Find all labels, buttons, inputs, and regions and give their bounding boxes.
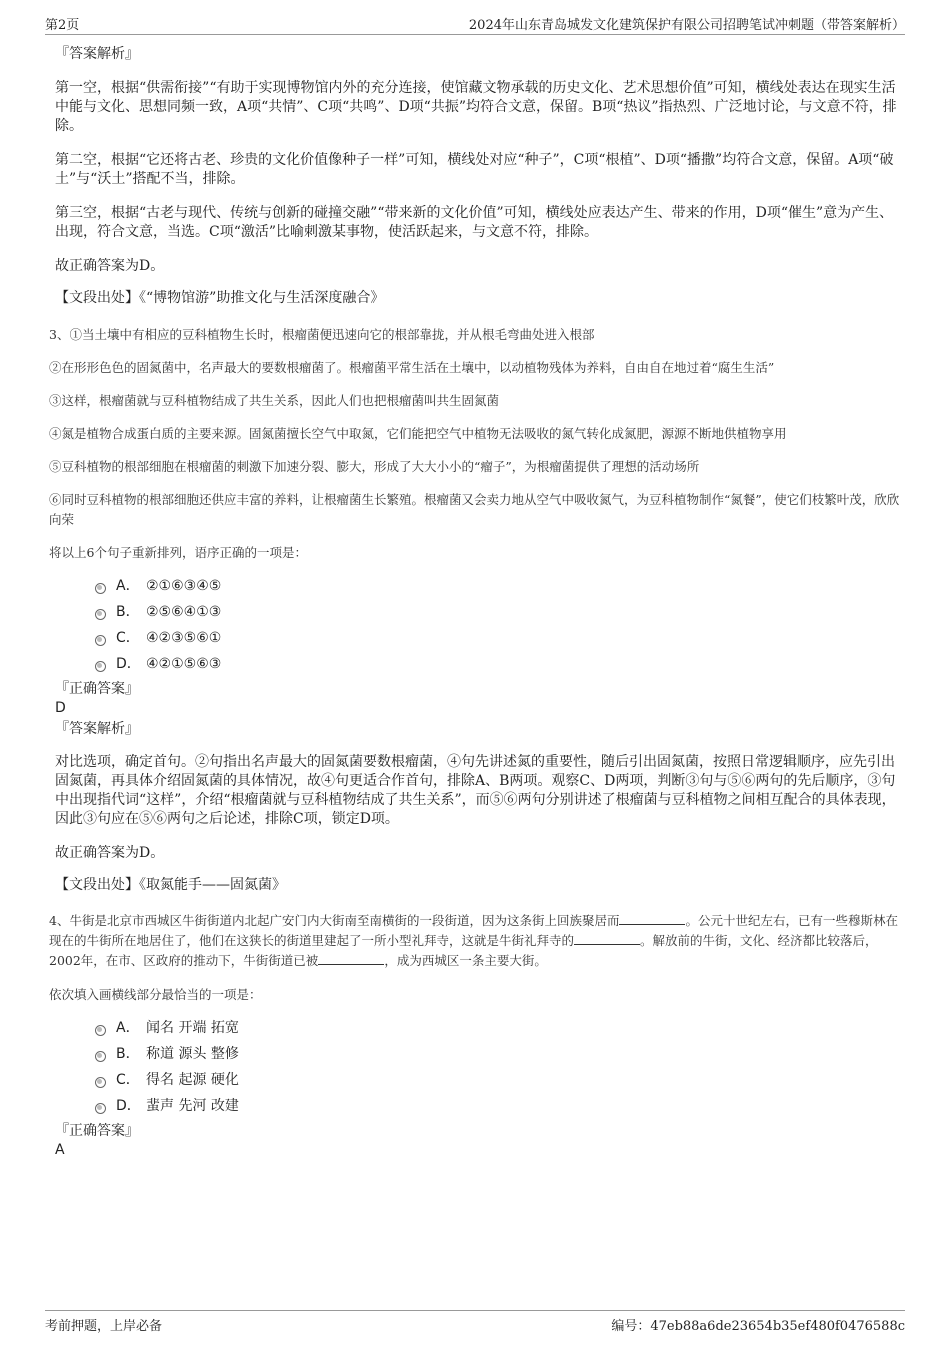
sentence-4: ④氮是植物合成蛋白质的主要来源。固氮菌擅长空气中取氮，它们能把空气中植物无法吸收的氮气转化成氮肥，源源不断地供植物享用 [49,426,787,441]
page-number: 第2页 [45,18,80,33]
stem-part-2: 。公元十世纪左右，已有一些穆斯林在现在的牛街所在地居住了，他们在这狭长的街道里建起了一所小型礼拜寺，这就是牛街礼拜寺的 [49,913,898,948]
sentence-6: ⑥同时豆科植物的根部细胞还供应丰富的养料，让根瘤菌生长繁殖。根瘤菌又会卖力地从空气中吸收氮气，为豆科植物制作“氮餐”，使它们枝繁叶茂，欣欣向荣 [49,492,900,527]
question-stem [49,911,905,971]
footer-slogan: 考前押题，上岸必备 [45,1319,163,1334]
sentence-1: 3、①当土壤中有相应的豆科植物生长时，根瘤菌便迅速向它的根部靠拢，并从根毛弯曲处进入根部 [49,327,595,342]
option-letter: C． [116,630,140,646]
option-text: 称道 源头 整修 [146,1046,239,1062]
analysis-label: 『答案解析』 [55,721,139,737]
radio-icon[interactable] [95,583,106,594]
radio-icon[interactable] [95,1103,106,1114]
question-3 [49,325,905,563]
question-prompt: 依次填入画横线部分最恰当的一项是： [49,987,262,1002]
stem-part-3: 。解放前的牛街，文化、经济都比较落后，2002年，在市、区政府的推动下，牛街街道已被 [49,933,878,968]
radio-icon[interactable] [95,635,106,646]
document-title: 2024年山东青岛城发文化建筑保护有限公司招聘笔试冲刺题（带答案解析） [468,18,905,33]
correct-answer-label: 『正确答案』 [55,1123,139,1139]
radio-icon[interactable] [95,1051,106,1062]
option-letter: D． [116,1098,141,1114]
radio-icon[interactable] [95,1025,106,1036]
option-d[interactable] [95,651,905,677]
option-text: ②①⑥③④⑤ [146,578,222,594]
radio-icon[interactable] [95,1077,106,1088]
q4-options [55,1015,905,1119]
sentence-5: ⑤豆科植物的根部细胞在根瘤菌的刺激下加速分裂、膨大，形成了大大小小的“瘤子”，为根瘤菌提供了理想的活动场所 [49,459,700,474]
option-text: ②⑤⑥④①③ [146,604,222,620]
option-c[interactable] [95,625,905,651]
conclusion: 故正确答案为D。 [55,845,165,861]
page-header [45,12,905,35]
sentence-3: ③这样，根瘤菌就与豆科植物结成了共生关系，因此人们也把根瘤菌叫共生固氮菌 [49,393,500,408]
option-text: 闻名 开端 拓宽 [146,1020,239,1036]
stem-part-1: 4、牛街是北京市西城区牛街街道内北起广安门内大街南至南横街的一段街道，因为这条街上回族聚居而 [49,913,620,928]
correct-answer: D [55,700,66,716]
option-letter: B． [116,604,140,620]
radio-icon[interactable] [95,609,106,620]
option-text: ④②③⑤⑥① [146,630,222,646]
option-letter: A． [116,578,140,594]
page-footer [45,1310,905,1335]
document-id: 编号：47eb88a6de23654b35ef480f0476588c [611,1319,905,1334]
question-prompt: 将以上6个句子重新排列，语序正确的一项是： [49,545,307,560]
q3-options [55,573,905,677]
sentence-2: ②在形形色色的固氮菌中，名声最大的要数根瘤菌了。根瘤菌平常生活在土壤中，以动植物残体为养料，自由自在地过着“腐生生活” [49,360,775,375]
option-text: 得名 起源 硬化 [146,1072,239,1088]
option-letter: C． [116,1072,140,1088]
stem-part-4: ，成为西城区一条主要大街。 [384,953,547,968]
fill-blank-3 [318,951,384,965]
question-4 [49,911,905,1005]
source-citation: 【文段出处】《取氮能手——固氮菌》 [55,877,286,893]
option-a[interactable] [95,1015,905,1041]
option-letter: D． [116,656,141,672]
analysis-paragraph: 对比选项，确定首句。②句指出名声最大的固氮菌要数根瘤菌，④句先讲述氮的重要性，随后引出固氮菌，按照日常逻辑顺序，应先引出固氮菌，再具体介绍固氮菌的具体情况，故④句更适合作首句，排除A、B两项。观察C、D两项，判断③句与⑤⑥两句的先后顺序，③句中出现指代词“这样”，介绍“根瘤菌就与豆科植物结成了共生关系”，而⑤⑥两句分别讲述了根瘤菌与豆科植物之间相互配合的具体表现，因此③句应在⑤⑥两句之后论述，排除C项，锁定D项。 [55,754,896,827]
option-b[interactable] [95,1041,905,1067]
source-citation: 【文段出处】《“博物馆游”助推文化与生活深度融合》 [55,290,385,306]
fill-blank-1 [619,911,685,925]
option-text: 蜚声 先河 改建 [146,1098,239,1114]
option-c[interactable] [95,1067,905,1093]
option-d[interactable] [95,1093,905,1119]
correct-answer-label: 『正确答案』 [55,681,139,697]
analysis-paragraph-3: 第三空，根据“古老与现代、传统与创新的碰撞交融”“带来新的文化价值”可知，横线处应表达产生、带来的作用，D项“催生”意为产生、出现，符合文意，当选。C项“激活”比喻刺激某事物，使活跃起来，与文意不符，排除。 [55,205,894,240]
conclusion: 故正确答案为D。 [55,258,165,274]
option-a[interactable] [95,573,905,599]
correct-answer: A [55,1142,65,1158]
option-text: ④②①⑤⑥③ [146,656,222,672]
option-letter: A． [116,1020,140,1036]
page-content [49,44,905,1159]
option-letter: B． [116,1046,140,1062]
analysis-paragraph-2: 第二空，根据“它还将古老、珍贵的文化价值像种子一样”可知，横线处对应“种子”，C项“根植”、D项“播撒”均符合文意，保留。A项“破土”与“沃土”搭配不当，排除。 [55,152,894,187]
analysis-label: 『答案解析』 [55,46,139,62]
option-b[interactable] [95,599,905,625]
radio-icon[interactable] [95,661,106,672]
fill-blank-2 [574,931,640,945]
analysis-paragraph-1: 第一空，根据“供需衔接”“有助于实现博物馆内外的充分连接，使馆藏文物承载的历史文化、艺术思想价值”可知，横线处表达在现实生活中能与文化、思想同频一致，A项“共情”、C项“共鸣”、D项“共振”均符合文意，保留。B项“热议”指热烈、广泛地讨论，与文意不符，排除。 [55,80,897,134]
